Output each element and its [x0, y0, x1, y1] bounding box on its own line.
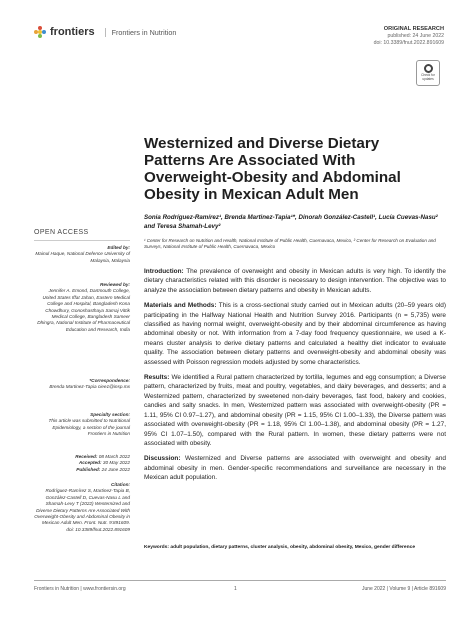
update-ring-icon [424, 64, 433, 73]
keywords [144, 545, 446, 552]
reviewed-by-block [34, 282, 130, 333]
specialty-section-text: This article was submitted to Nutritional Epidemiology, a section of the journal Frontiers in Nutrition [48, 418, 130, 437]
article-doi[interactable]: doi: 10.3389/fnut.2022.891609 [373, 40, 444, 46]
accepted-date: Accepted: 30 May 2022 [78, 460, 130, 466]
sidebar-divider [34, 240, 130, 241]
reviewed-by-text: Jennifer A. Emond, Dartmouth College, United States Iffat Jahan, Eastern Medical College and Hospital, Bangladesh Kona Chowdhury, Gonoshasthaya Samaj Vittik Medical College, Bangladesh Sameer Dhingra, National Institute of Pharmaceutical Education and Research, India [37, 288, 130, 332]
edited-by-block [34, 245, 130, 264]
received-date: Received: 08 March 2022 [75, 454, 130, 459]
footer-volume: June 2022 | Volume 9 | Article 891609 [361, 586, 446, 592]
edited-by-heading: Edited by: [107, 245, 130, 250]
brand-name: frontiers [50, 26, 95, 38]
affiliations: ¹ Center for Research on Nutrition and Health, National Institute of Public Health, Cuernavaca, Mexico, ² Center for Research on Evaluation and Surveys, National Institute of Public Health, Cuernavaca, Mexico [144, 238, 436, 250]
check-for-updates-button[interactable] [416, 60, 440, 86]
correspondence-block [34, 378, 130, 391]
reviewed-by-heading: Reviewed by: [100, 282, 130, 287]
footer-journal-link[interactable]: Frontiers in Nutrition | www.frontiersin.org [34, 586, 126, 592]
specialty-section-block [34, 412, 130, 438]
abstract-results: Results: We identified a Rural pattern characterized by tortilla, legumes and egg consumption; a Diverse pattern, characterized by fruits, meat and poultry, vegetables, and dairy beverages, and desserts; and a Westernized pattern, characterized by sweetened non-dairy beverages, fast food, bakery and cookies, candies and salty snacks. In men, Westernized pattern was associated with overweight-obesity (PR = 1.11, 95% CI 0.97–1.27), and abdominal obesity (PR = 1.15, 95% CI 1.00–1.33), the Diverse pattern was associated with overweight-obesity (PR = 1.18, 95% CI 1.00–1.38), and abdominal obesity (PR = 1.27, 95% CI 1.07–1.50), compared with the Rural pattern. In women, these dietary patterns were not associated with obesity. [144, 374, 446, 447]
check-for-updates-label: Check for updates [421, 73, 435, 81]
correspondence-heading: *Correspondence: [89, 378, 130, 383]
published-date-side: Published: 24 June 2022 [76, 466, 130, 472]
dates-block [34, 454, 130, 473]
journal-name: Frontiers in Nutrition [105, 28, 177, 37]
article-title: Westernized and Diverse Dietary Patterns Are Associated With Overweight-Obesity and Abdominal Obesity in Mexican Adult Men [144, 135, 401, 203]
abstract-discussion: Discussion: Westernized and Diverse patterns are associated with overweight and obesity and abdominal obesity in men. Gender-specific recommendations and surveillance are necessary in the Mexican adult population. [144, 455, 446, 482]
abstract-methods: Materials and Methods: This is a cross-sectional study carried out in Mexican adults (20–59 years old) participating in the Halfway National Health and Nutrition Survey 2016. Participants (n = 5,735) were classified as having normal weight, overweight-obesity and by their abdominal circumference as having abdominal obesity or not. With information from a 7-day food frequency questionnaire, we used a K-means cluster analysis to derive dietary patterns and calculated a healthy diet indicator to evaluate quality. The association between dietary patterns and overweight-obesity and abdominal obesity was assessed with Poisson regression models adjusted by some characteristics. [144, 302, 446, 366]
footer-divider [34, 580, 446, 581]
open-access-label: OPEN ACCESS [34, 229, 89, 236]
page-number: 1 [234, 586, 237, 592]
correspondence-text[interactable]: Brenda Martinez-Tapia ciee1@insp.mx [49, 384, 130, 390]
abstract [144, 267, 446, 489]
citation-block [34, 482, 130, 533]
publisher-logo[interactable] [34, 26, 176, 38]
frontiers-dots-icon [34, 26, 46, 38]
citation-text: Rodríguez-Ramírez S, Martinez-Tapia B, González-Castell D, Cuevas-Nasu L and Shamah-Levy T (2022) Westernized and Diverse Dietary Patterns Are Associated With Overweight-Obesity and Abdominal Obesity in Mexican Adult Men. Front. Nutr. 9:891609. doi: 10.3389/fnut.2022.891609 [34, 488, 130, 532]
article-type: ORIGINAL RESEARCH [383, 26, 444, 32]
citation-heading: Citation: [110, 482, 130, 487]
author-list: Sonia Rodríguez-Ramírez¹, Brenda Martinez-Tapia¹*, Dinorah González-Castell¹, Lucía Cuevas-Nasu² and Teresa Shamah-Levy² [144, 214, 438, 230]
keywords-text: adult population, dietary patterns, cluster analysis, obesity, abdominal obesity, Mexico, gender difference [170, 545, 416, 550]
article-meta [374, 26, 444, 47]
specialty-section-heading: Specialty section: [90, 412, 130, 417]
abstract-introduction: Introduction: The prevalence of overweight and obesity in Mexican adults is very high. To identify the dietary characteristics related with this disorder is necessary to design intervention. The objective was to analyze the association between dietary patterns and obesity in Mexican adults. [144, 268, 446, 294]
edited-by-text: Mainul Haque, National Defence University of Malaysia, Malaysia [35, 251, 130, 263]
keywords-heading: Keywords: [144, 545, 170, 550]
published-date: published: 24 June 2022 [387, 33, 444, 39]
